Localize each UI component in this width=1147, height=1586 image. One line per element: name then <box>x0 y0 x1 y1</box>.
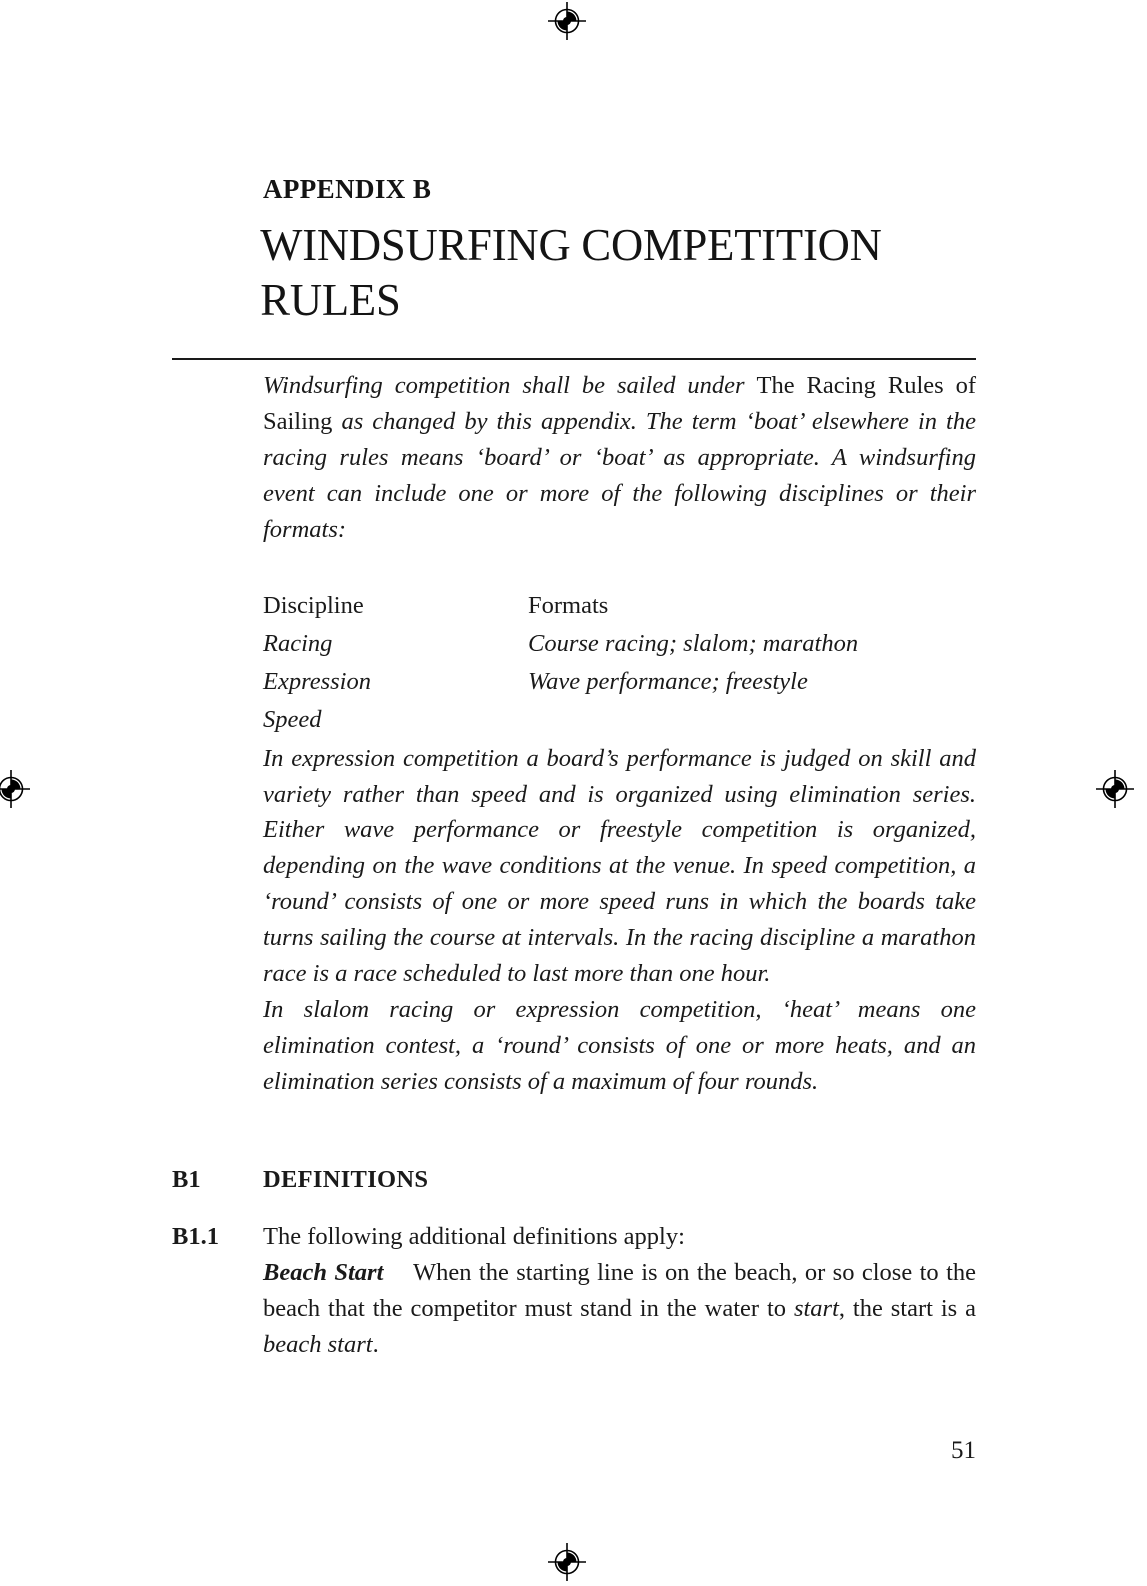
rule-heading-definitions: DEFINITIONS <box>263 1165 429 1193</box>
definition-text-part2: , the start is a <box>838 1295 977 1323</box>
discipline-expression: Expression <box>263 668 371 696</box>
definition-text-part1: When the starting line is on the beach, or so close to the beach that the competitor must stand in the water to <box>263 1259 976 1323</box>
table-row <box>263 702 858 740</box>
formats-racing: Course racing; slalom; marathon <box>528 629 859 657</box>
table-header-row <box>263 588 858 626</box>
disciplines-table <box>263 588 858 741</box>
formats-speed <box>528 702 858 740</box>
intro-lead: Windsurfing competition shall be sailed under <box>263 372 745 400</box>
page-number: 51 <box>951 1437 976 1464</box>
registration-mark-bottom <box>546 1541 588 1583</box>
page-title: WINDSURFING COMPETITION RULES <box>260 219 882 326</box>
rule-number-b1: B1 <box>172 1165 201 1193</box>
definition-italic-beach-start: beach start <box>263 1331 373 1359</box>
registration-target-icon <box>546 1541 588 1583</box>
table-row <box>263 626 858 664</box>
column-header-formats: Formats <box>528 591 609 619</box>
rule-b1 <box>172 1162 976 1198</box>
table-row <box>263 664 858 702</box>
appendix-label: APPENDIX B <box>263 174 432 204</box>
page-content <box>172 0 976 1363</box>
discipline-racing: Racing <box>263 629 333 657</box>
registration-target-icon <box>1094 768 1136 810</box>
rule-number-b1-1: B1.1 <box>172 1223 219 1251</box>
registration-target-icon <box>0 768 32 810</box>
definition-beach-start <box>263 1255 976 1363</box>
rule-b1-1 <box>172 1219 976 1255</box>
expression-paragraph: In expression competition a board’s performance is judged on skill and variety rather than speed and is organized using elimination series. Either wave performance or freestyle competition is organized, depending on the wave conditions at the venue. In speed competition, a ‘round’ consists of one or more speed runs in which the boards take turns sailing the course at intervals. In the racing discipline a marathon race is a race scheduled to last more than one hour. <box>263 744 976 987</box>
racing-rules-title: The Racing Rules of Sailing <box>263 372 977 436</box>
slalom-paragraph: In slalom racing or expression competition, ‘heat’ means one elimination contest, a ‘round’ consists of one or more heats, and an elimination series consists of a maximum of four rounds. <box>263 995 976 1095</box>
body-column <box>172 368 976 1099</box>
definition-text-part3: . <box>372 1331 379 1359</box>
intro-rest: as changed by this appendix. The term ‘boat’ elsewhere in the racing rules means ‘board’ or ‘boat’ as appropriate. A windsurfing event can include one or more of the following disciplines or their formats: <box>263 408 976 543</box>
registration-mark-right <box>1094 768 1136 810</box>
title-divider <box>172 358 976 360</box>
discipline-speed: Speed <box>263 706 322 734</box>
registration-mark-left <box>0 768 32 810</box>
definition-body <box>172 1255 976 1363</box>
intro-paragraph <box>263 368 976 547</box>
definition-term-beach-start: Beach Start <box>263 1259 384 1287</box>
formats-expression: Wave performance; freestyle <box>528 668 808 696</box>
rule-text-b1-1: The following additional definitions apply: <box>263 1223 685 1251</box>
column-header-discipline: Discipline <box>263 591 364 619</box>
definition-italic-start: start <box>793 1295 839 1323</box>
definitions-section <box>172 1162 976 1363</box>
